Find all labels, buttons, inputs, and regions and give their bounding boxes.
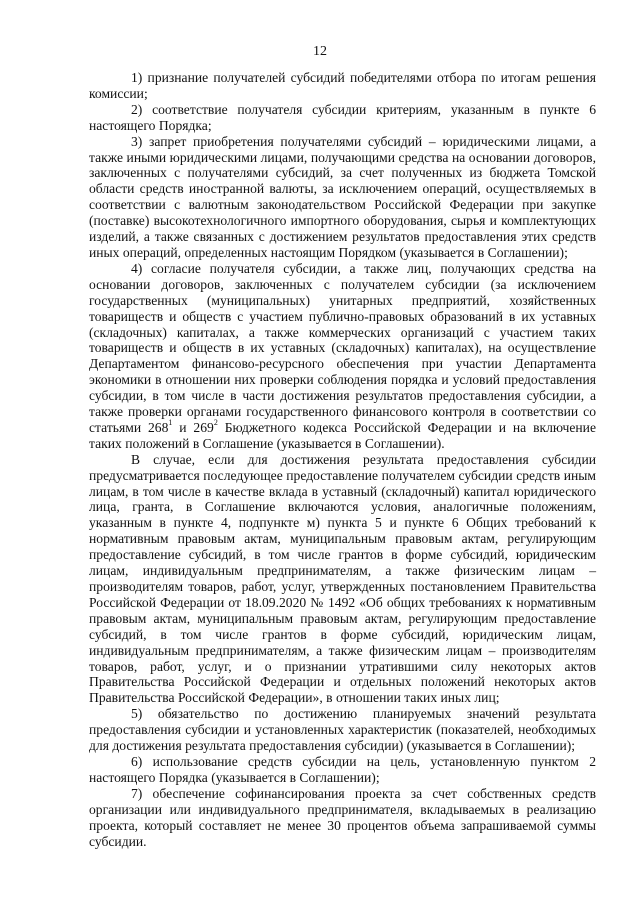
page-number: 12 bbox=[313, 44, 327, 59]
paragraph-item-6: 6) использование средств субсидии на цель, установленную пунктом 2 настоящего Порядка (указывается в Соглашении); bbox=[89, 753, 596, 785]
paragraph-item-7: 7) обеспечение софинансирования проекта за счет собственных средств организации или индивидуального предпринимателя, вкладываемых в реализацию проекта, который составляет не менее 30 процентов объема запрашиваемой суммы субсидии. bbox=[89, 785, 596, 849]
paragraph-item-4 bbox=[89, 261, 596, 452]
paragraph-item-4-text-c: Бюджетного кодекса Российской Федерации и на включение таких положений в Соглашение (указывается в Соглашении). bbox=[89, 419, 596, 451]
superscript-1: 1 bbox=[168, 418, 173, 428]
paragraph-item-4-text-a: 4) согласие получателя субсидии, а также лиц, получающих средства на основании договоров, заключенных с получателем субсидии (за исключением государственных (муниципальных) унитарных предприятий, хозяйственных товариществ и обществ с участием публично-правовых образований в их уставных (складочных) капиталах, а также коммерческих организаций с участием таких товариществ и обществ в их уставных (складочных) капиталах), на осуществление Департаментом финансово-ресурсного обеспечения при участии Департамента экономики в отношении них проверки соблюдения порядка и условий предоставления субсидии, в том числе в части достижения результатов предоставления субсидии, а также проверки органами государственного финансового контроля в соответствии со статьями 268 bbox=[89, 260, 596, 435]
paragraph-item-1: 1) признание получателей субсидий победителями отбора по итогам решения комиссии; bbox=[89, 70, 596, 101]
paragraph-case-clause: В случае, если для достижения результата предоставления субсидии предусматривается последующее предоставление получателем субсидии средств иным лицам, в том числе в качестве вклада в уставный (складочный) капитал юридического лица, гранта, в Соглашение включаются условия, аналогичные положениям, указанным в пункте 4, подпункте м) пункта 5 и пункте 6 Общих требований к нормативным правовым актам, муниципальным правовым актам, регулирующим предоставление субсидий, в том числе грантов в форме субсидий, юридическим лицам, индивидуальным предпринимателям, а также физическим лицам – производителям товаров, работ, услуг, утвержденных постановлением Правительства Российской Федерации от 18.09.2020 № 1492 «Об общих требованиях к нормативным правовым актам, муниципальным правовым актам, регулирующим предоставление субсидий, в том числе грантов в форме субсидий, юридическим лицам, индивидуальным предпринимателям, а также физическим лицам – производителям товаров, работ, услуг, и о признании утратившими силу некоторых актов Правительства Российской Федерации и отдельных положений некоторых актов Правительства Российской Федерации», в отношении таких иных лиц; bbox=[89, 451, 596, 706]
paragraph-item-4-text-b: и 269 bbox=[172, 419, 214, 435]
superscript-2: 2 bbox=[213, 418, 218, 428]
paragraph-item-3: 3) запрет приобретения получателями субсидий – юридическими лицами, а также иными юридическими лицами, получающими средства на основании договоров, заключенных с получателями субсидий, за счет полученных из бюджета Томской области средств иностранной валюты, за исключением операций, осуществляемых в соответствии с валютным законодательством Российской Федерации при закупке (поставке) высокотехнологичного импортного оборудования, сырья и комплектующих изделий, а также связанных с достижением результатов предоставления этих средств иных операций, определенных настоящим Порядком (указывается в Соглашении); bbox=[89, 133, 596, 260]
document-body bbox=[89, 70, 596, 849]
paragraph-item-2: 2) соответствие получателя субсидии критериям, указанным в пункте 6 настоящего Порядка; bbox=[89, 101, 596, 133]
paragraph-item-5: 5) обязательство по достижению планируемых значений результата предоставления субсидии и установленных характеристик (показателей, необходимых для достижения результата предоставления субсидии) (указывается в Соглашении); bbox=[89, 706, 596, 754]
